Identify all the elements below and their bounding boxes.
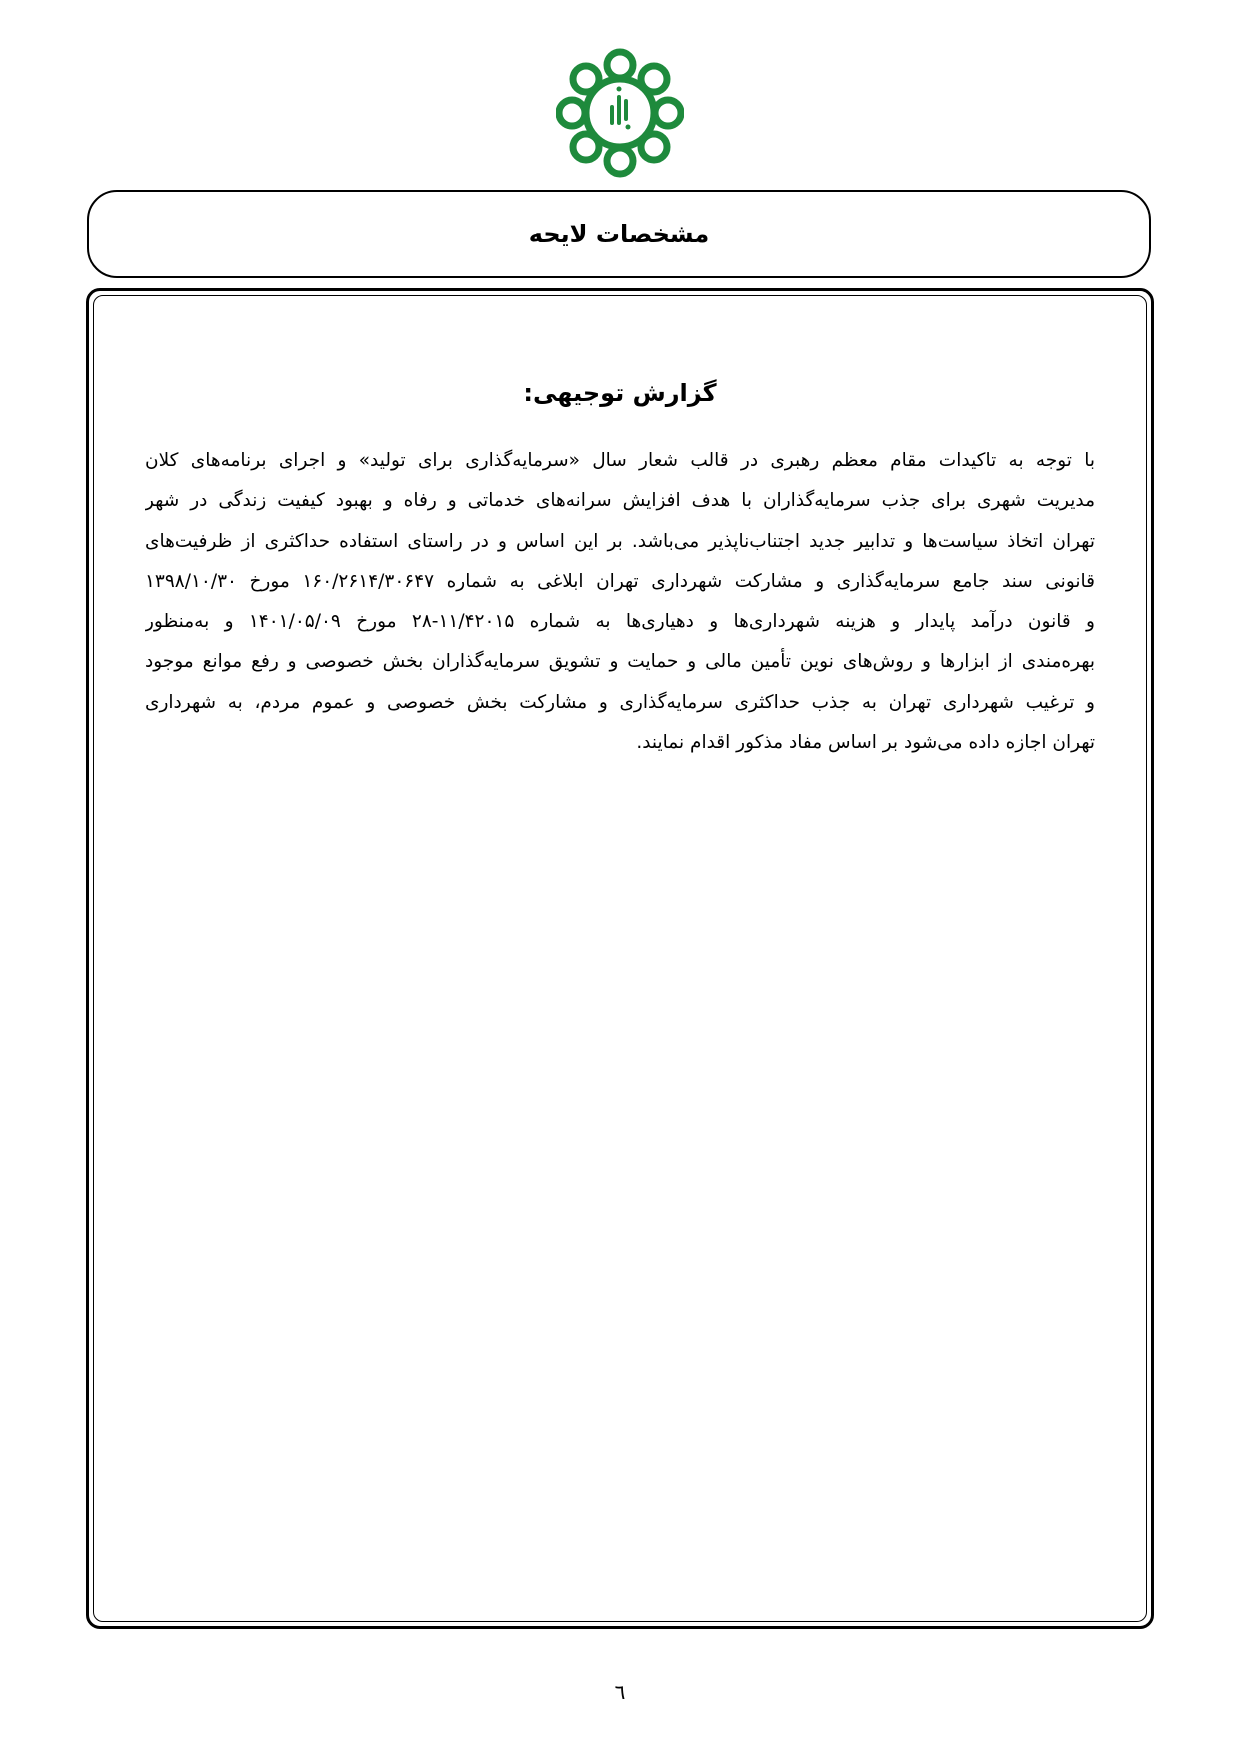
paragraph-line: تهران اجازه داده می‌شود بر اساس مفاد مذکور اقدام نمایند.: [636, 732, 1095, 754]
section-heading: گزارش توجیهی:: [523, 379, 717, 407]
header-title: مشخصات لایحه: [528, 220, 710, 248]
paragraph-line: و قانون درآمد پایدار و هزینه شهرداری‌ها و دهیاری‌ها به شماره ۱۱/۴۲۰۱۵-۲۸ مورخ ۱۴۰۱/۰۵/۰۹ و به‌منظور: [145, 611, 1095, 633]
report-paragraph: [145, 441, 1095, 763]
tehran-municipality-logo: [556, 48, 684, 178]
header-box: [87, 190, 1151, 278]
paragraph-line: تهران اتخاذ سیاست‌ها و تدابیر جدید اجتناب‌ناپذیر می‌باشد. بر این اساس و در راستای استفاده حداکثری از ظرفیت‌های: [145, 530, 1095, 552]
paragraph-line: با توجه به تاکیدات مقام معظم رهبری در قالب شعار سال «سرمایه‌گذاری برای تولید» و اجرای برنامه‌های کلان: [145, 450, 1095, 471]
content-box: [86, 288, 1154, 1629]
paragraph-line: و ترغیب شهرداری تهران به جذب حداکثری سرمایه‌گذاری و مشارکت بخش خصوصی و عموم مردم، به شهرداری: [145, 691, 1095, 713]
paragraph-line: مدیریت شهری برای جذب سرمایه‌گذاران با هدف افزایش سرانه‌های خدماتی و رفاه و بهبود کیفیت زندگی در شهر: [145, 490, 1095, 512]
paragraph-line: قانونی سند جامع سرمایه‌گذاری و مشارکت شهرداری تهران ابلاغی به شماره ۱۶۰/۲۶۱۴/۳۰۶۴۷ مورخ ۱۳۹۸/۱۰/۳۰: [145, 570, 1095, 592]
paragraph-line: بهره‌مندی از ابزارها و روش‌های نوین تأمین مالی و حمایت و تشویق سرمایه‌گذاران بخش خصوصی و رفع موانع موجود: [145, 651, 1095, 673]
page-number: ٦: [614, 1680, 626, 1704]
